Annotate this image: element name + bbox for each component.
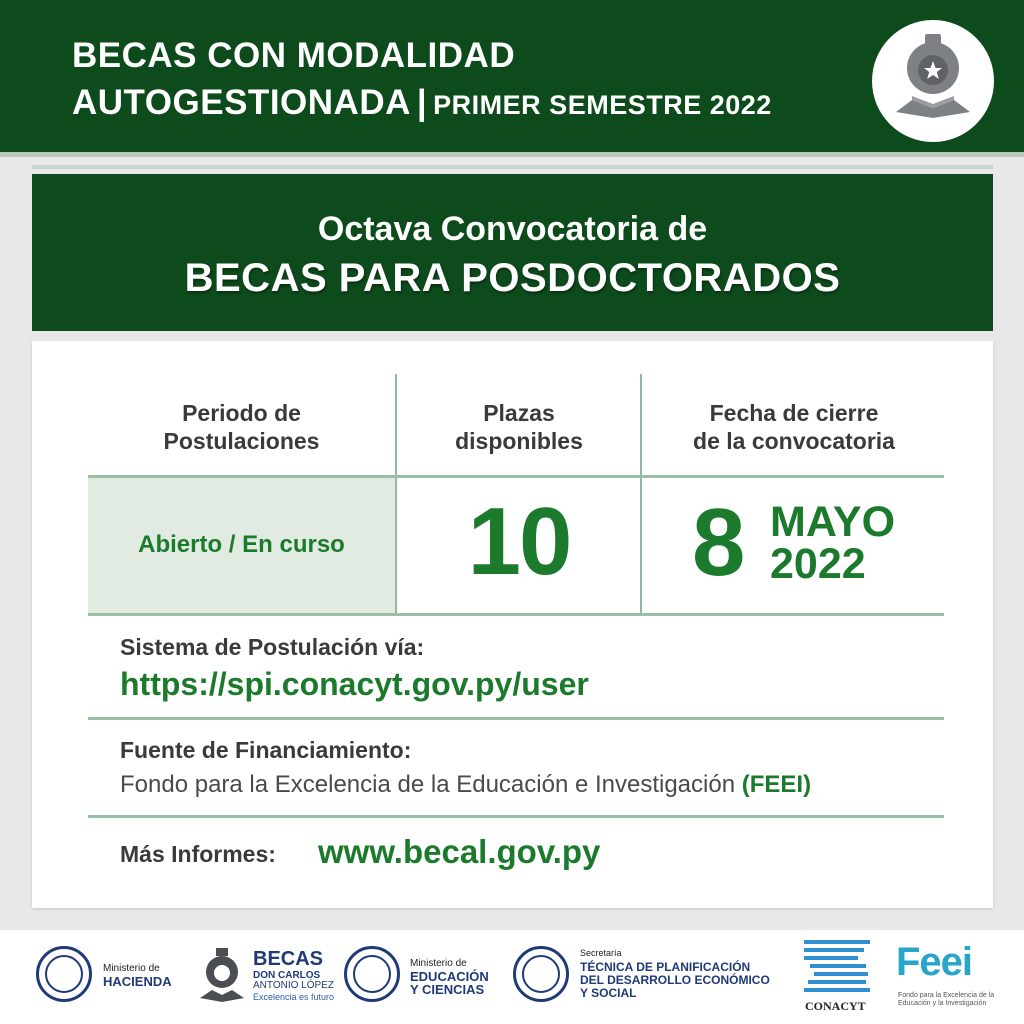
table-bottom-rule bbox=[88, 613, 944, 616]
hacienda-small: Ministerio de bbox=[103, 963, 160, 974]
header-separator: | bbox=[416, 83, 428, 122]
paraguay-seal-icon-3 bbox=[513, 946, 569, 1002]
becas-line2: DON CARLOS bbox=[253, 970, 321, 981]
becas-logo-badge bbox=[872, 20, 994, 142]
col-header-places-line2: disponibles bbox=[455, 428, 583, 454]
conacyt-stripes-icon bbox=[804, 940, 870, 996]
feei-subtitle: Fondo para la Excelencia de la Educación y la Investigación bbox=[898, 992, 995, 1007]
header-title-line2 bbox=[72, 83, 772, 123]
locomotive-book-icon bbox=[872, 20, 994, 142]
mec-big2: Y CIENCIAS bbox=[410, 982, 485, 997]
application-label: Sistema de Postulación vía: bbox=[120, 634, 425, 660]
banner bbox=[32, 174, 993, 331]
footer-logos bbox=[0, 930, 1024, 1024]
col-header-places-line1: Plazas bbox=[483, 400, 555, 426]
section-rule-1 bbox=[88, 717, 944, 720]
header-title-autogestionada: AUTOGESTIONADA bbox=[72, 83, 411, 122]
table-divider-2 bbox=[640, 374, 642, 615]
paraguay-seal-icon-2 bbox=[344, 946, 400, 1002]
stp-big3: Y SOCIAL bbox=[580, 986, 637, 1000]
mec-small: Ministerio de bbox=[410, 958, 467, 969]
conacyt-label: CONACYT bbox=[805, 999, 866, 1013]
info-url-link[interactable]: www.becal.gov.py bbox=[318, 833, 601, 870]
mec-big1: EDUCACIÓN bbox=[410, 969, 489, 984]
stp-big1: TÉCNICA DE PLANIFICACIÓN bbox=[580, 960, 751, 974]
col-header-close-line2: de la convocatoria bbox=[693, 428, 895, 454]
table-divider-1 bbox=[395, 374, 397, 615]
funding-acronym: (FEEI) bbox=[741, 771, 812, 798]
paraguay-seal-icon bbox=[36, 946, 92, 1002]
feei-logo: Feei bbox=[896, 940, 973, 984]
col-header-places bbox=[398, 399, 640, 455]
close-date-month: MAYO bbox=[770, 498, 896, 546]
status-value: Abierto / En curso bbox=[138, 531, 345, 558]
info-card bbox=[32, 341, 993, 908]
funding-label: Fuente de Financiamiento: bbox=[120, 737, 412, 763]
banner-subtitle: Octava Convocatoria de bbox=[317, 210, 708, 248]
col-header-period-line2: Postulaciones bbox=[163, 428, 320, 454]
col-header-period bbox=[88, 399, 395, 455]
funding-source-text: Fondo para la Excelencia de la Educación e Investigación bbox=[120, 771, 736, 798]
col-header-period-line1: Periodo de bbox=[182, 400, 301, 426]
banner-top-line bbox=[32, 165, 993, 169]
header-title-line1: BECAS CON MODALIDAD bbox=[72, 36, 516, 75]
info-label: Más Informes: bbox=[120, 841, 276, 867]
header bbox=[0, 0, 1024, 155]
close-date-day: 8 bbox=[692, 489, 746, 596]
application-url-link[interactable]: https://spi.conacyt.gov.py/user bbox=[120, 666, 589, 702]
stp-big2: DEL DESARROLLO ECONÓMICO bbox=[580, 973, 770, 987]
becas-line3: ANTONIO LÓPEZ bbox=[253, 980, 334, 991]
stp-small: Secretaría bbox=[580, 948, 622, 958]
becas-title: BECAS bbox=[253, 948, 324, 970]
close-date-year: 2022 bbox=[770, 540, 866, 588]
places-value: 10 bbox=[467, 488, 571, 595]
table-header-rule bbox=[88, 475, 944, 478]
section-rule-2 bbox=[88, 815, 944, 818]
header-stripe bbox=[0, 152, 1024, 157]
col-header-close-date bbox=[644, 399, 944, 455]
col-header-close-line1: Fecha de cierre bbox=[709, 400, 879, 426]
banner-title: BECAS PARA POSDOCTORADOS bbox=[184, 256, 841, 300]
hacienda-big: HACIENDA bbox=[103, 974, 172, 989]
becas-locomotive-icon bbox=[198, 948, 246, 1004]
becas-tagline: Excelencia es futuro bbox=[253, 992, 335, 1002]
funding-source bbox=[120, 771, 811, 799]
header-subtitle: PRIMER SEMESTRE 2022 bbox=[433, 90, 772, 120]
